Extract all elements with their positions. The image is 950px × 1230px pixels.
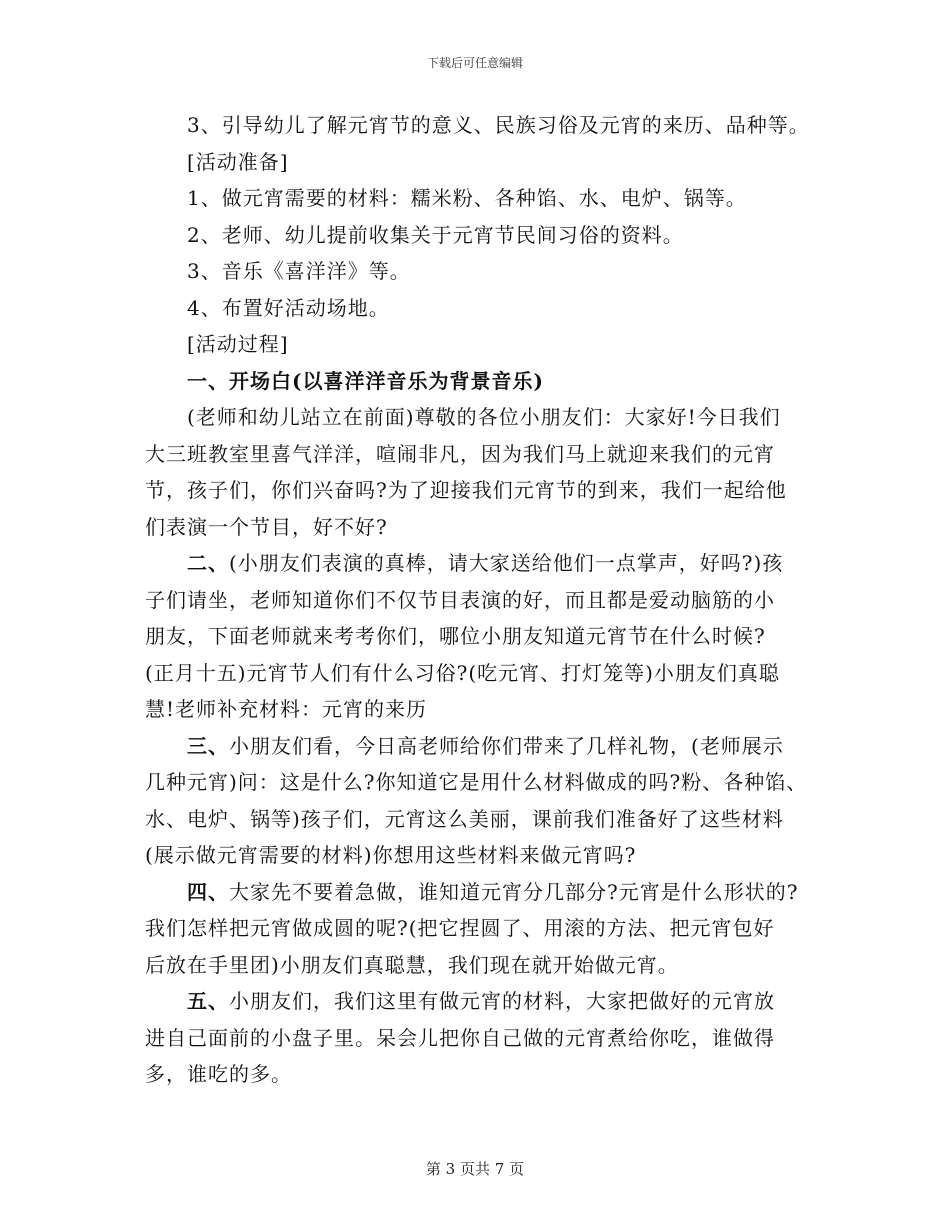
paragraph-line: 子们请坐，老师知道你们不仅节目表演的好，而且都是爱动脑筋的小	[145, 587, 775, 612]
paragraph-text: 小朋友们，我们这里有做元宵的材料，大家把做好的元宵放	[229, 989, 775, 1013]
paragraph-line: (正月十五)元宵节人们有什么习俗?(吃元宵、打灯笼等)小朋友们真聪	[145, 660, 780, 685]
section-label: 四、	[187, 879, 229, 904]
goal-item: 3、引导幼儿了解元宵节的意义、民族习俗及元宵的来历、品种等。	[187, 113, 810, 137]
paragraph-text: (小朋友们表演的真棒，请大家送给他们一点掌声，好吗?)孩	[229, 551, 784, 575]
paragraph-text: 大家先不要着急做，谁知道元宵分几部分?元宵是什么形状的?	[229, 879, 799, 904]
paragraph-line: 朋友，下面老师就来考考你们，哪位小朋友知道元宵节在什么时候?	[145, 624, 766, 648]
prep-item: 3、音乐《喜洋洋》等。	[187, 259, 411, 283]
paragraph-line: 慧!老师补充材料：元宵的来历	[145, 697, 428, 721]
document-body	[145, 107, 835, 1093]
paragraph-line: 我们怎样把元宵做成圆的呢?(把它捏圆了、用滚的方法、把元宵包好	[145, 916, 775, 940]
paragraph-text: 小朋友们看，今日高老师给你们带来了几样礼物，(老师展示	[229, 733, 784, 758]
paragraph-line: (老师和幼儿站立在前面)尊敬的各位小朋友们：大家好!今日我们	[187, 405, 781, 429]
section-label: 二、	[187, 551, 229, 575]
paragraph-line	[145, 545, 835, 582]
page-header: 下载后可任意编辑	[426, 56, 523, 70]
prep-item: 4、布置好活动场地。	[187, 295, 390, 320]
paragraph-line: 几种元宵)问：这是什么?你知道它是用什么材料做成的吗?粉、各种馅、	[145, 770, 808, 794]
page-footer: 第 3 页共 7 页	[425, 1160, 525, 1178]
paragraph-line: (展示做元宵需要的材料)你想用这些材料来做元宵吗?	[145, 843, 637, 867]
paragraph-line: 大三班教室里喜气洋洋，喧闹非凡，因为我们马上就迎来我们的元宵	[145, 441, 775, 466]
process-heading: [活动过程]	[187, 332, 289, 356]
paragraph-line: 水、电炉、锅等)孩子们，元宵这么美丽，课前我们准备好了这些材料	[145, 806, 784, 831]
paragraph-line	[145, 983, 835, 1020]
prep-item: 1、做元宵需要的材料：糯米粉、各种馅、水、电炉、锅等。	[187, 186, 747, 210]
paragraph-line: 们表演一个节目，好不好?	[145, 514, 388, 539]
section-label: 五、	[187, 989, 229, 1013]
section-label: 三、	[187, 733, 229, 758]
prep-item: 2、老师、幼儿提前收集关于元宵节民间习俗的资料。	[187, 222, 684, 247]
section-title: 一、开场白(以喜洋洋音乐为背景音乐)	[187, 368, 544, 393]
paragraph-line	[145, 874, 835, 911]
prep-heading: [活动准备]	[187, 149, 289, 174]
paragraph-line	[145, 728, 835, 765]
paragraph-line: 进自己面前的小盘子里。呆会儿把你自己做的元宵煮给你吃，谁做得	[145, 1025, 775, 1050]
paragraph-line: 多，谁吃的多。	[145, 1062, 292, 1086]
paragraph-line: 节，孩子们，你们兴奋吗?为了迎接我们元宵节的到来，我们一起给他	[145, 478, 787, 502]
paragraph-line: 后放在手里团)小朋友们真聪慧，我们现在就开始做元宵。	[145, 952, 679, 977]
